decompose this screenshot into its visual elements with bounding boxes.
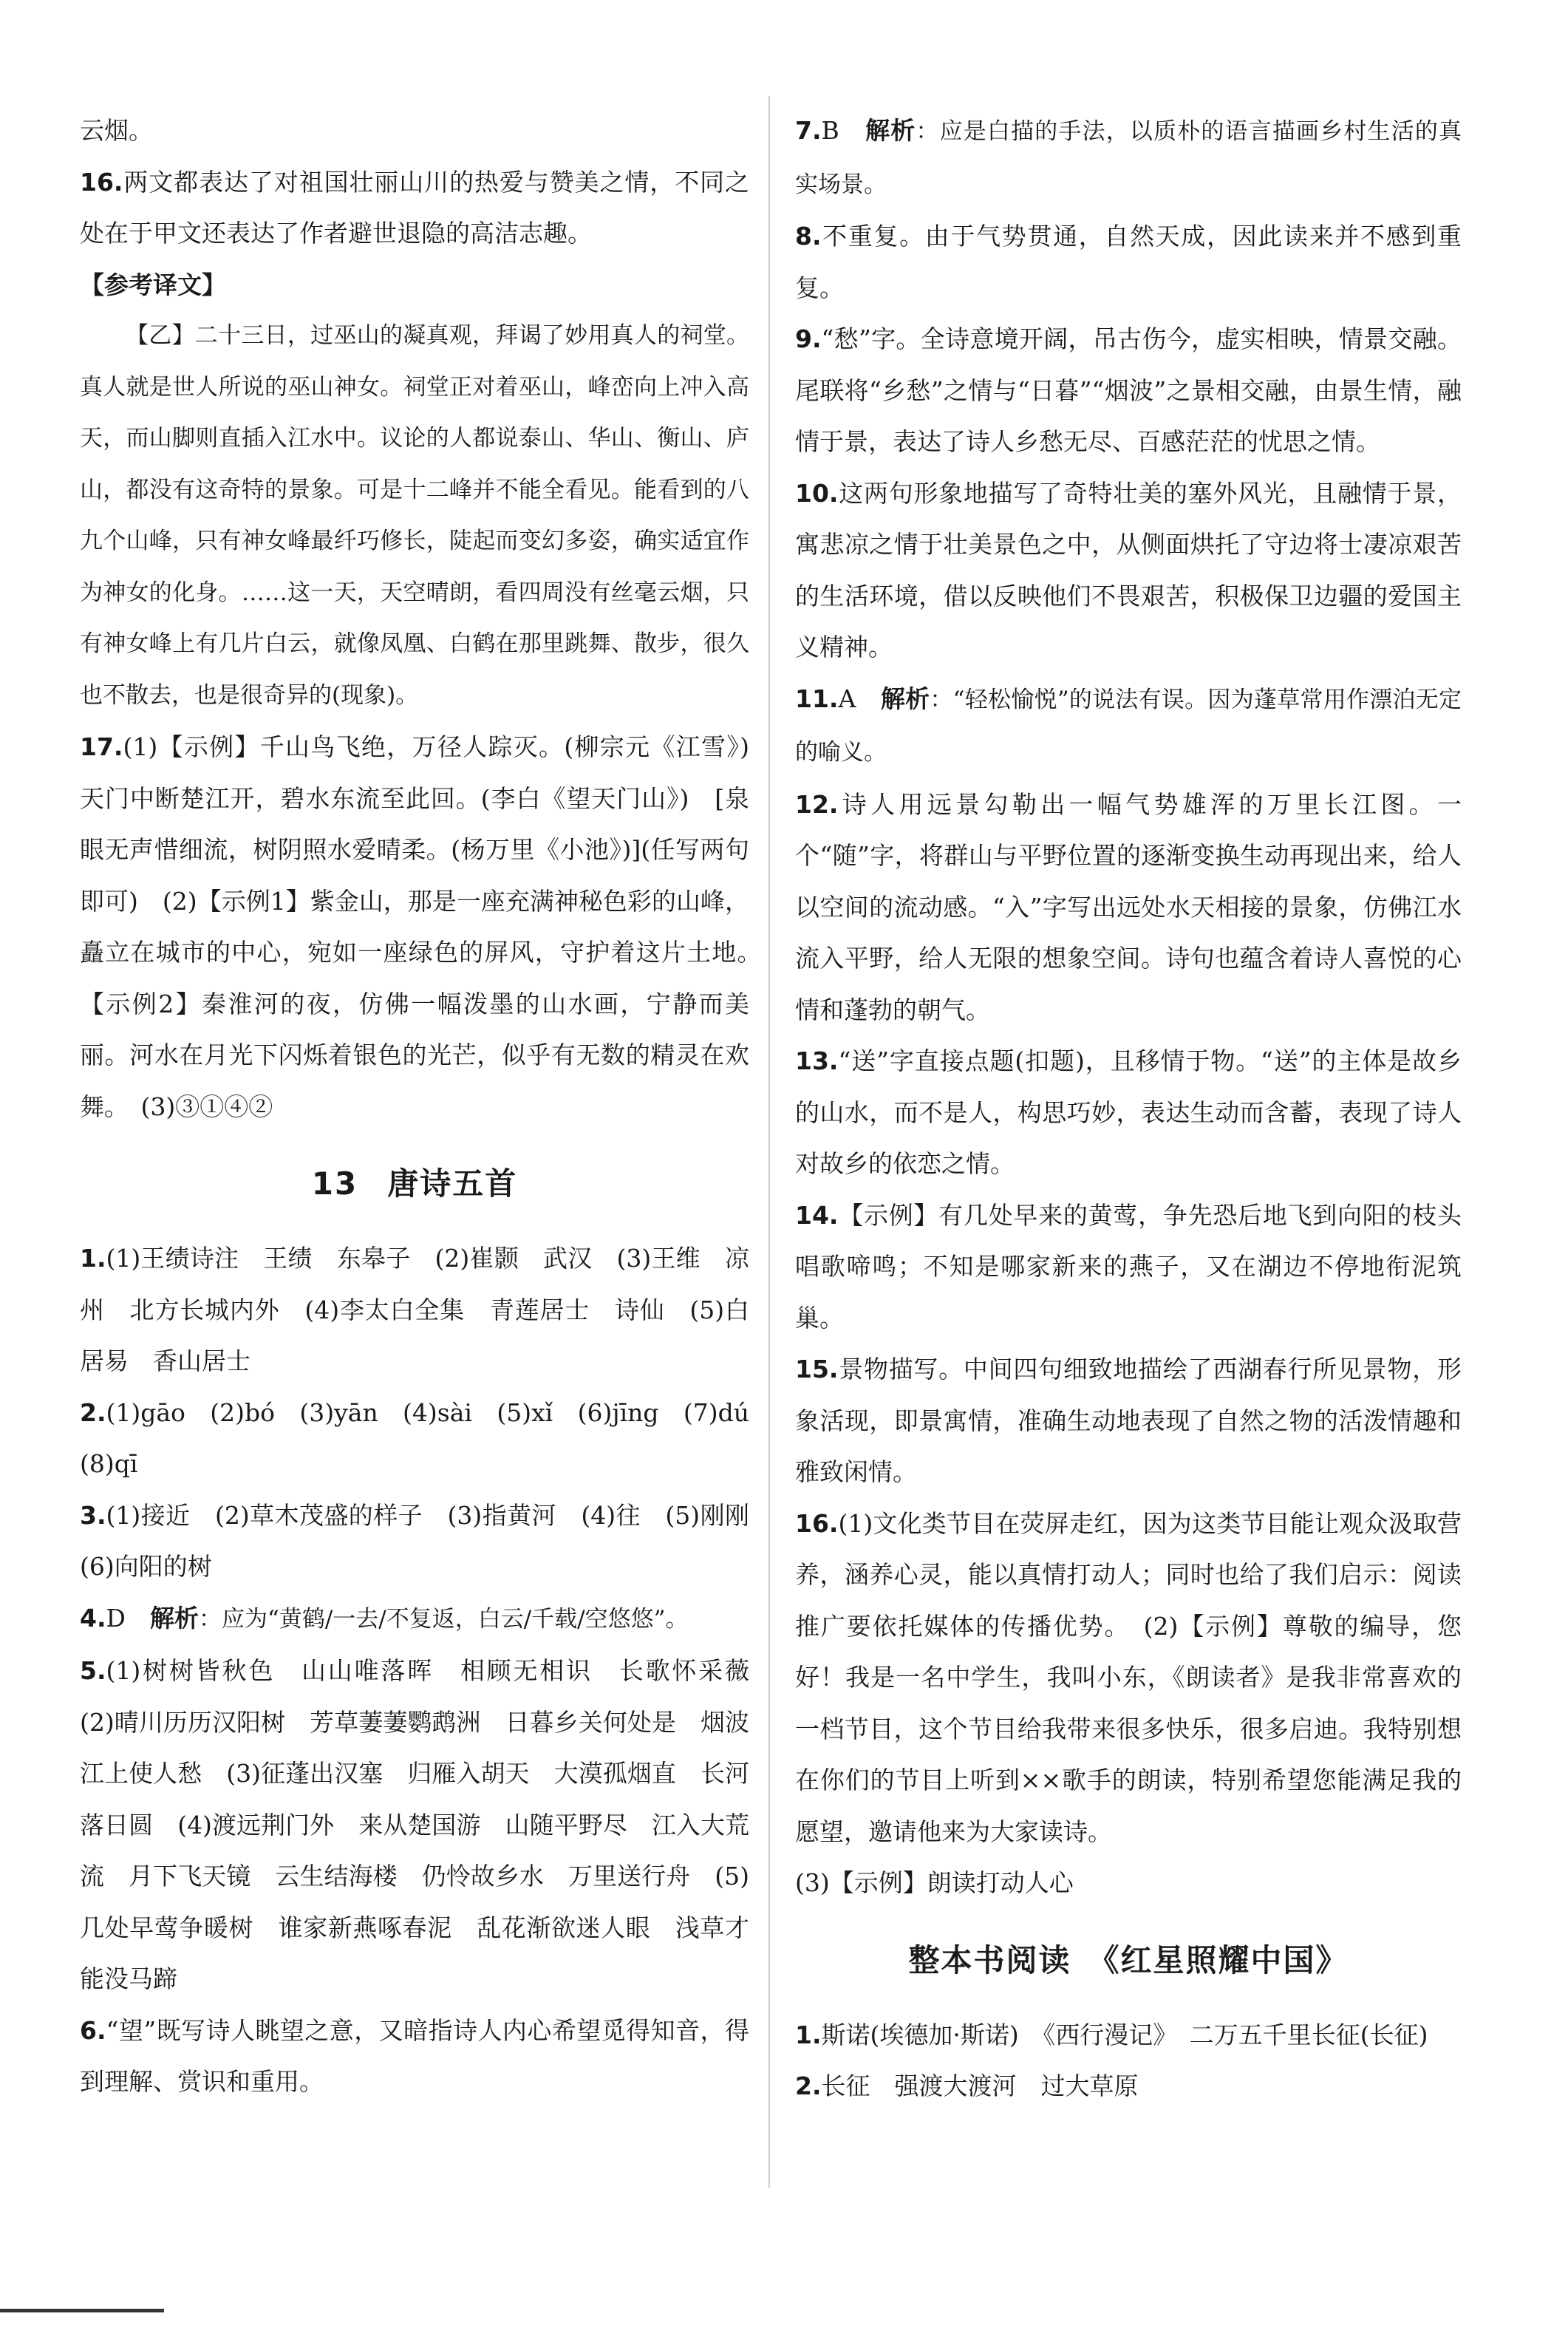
answer-14 [795, 1190, 1462, 1344]
section-number: 13 [311, 1165, 358, 1202]
answer-number: 12. [795, 789, 839, 819]
translation-text: 【乙】二十三日，过巫山的凝真观，拜谒了妙用真人的祠堂。真人就是世人所说的巫山神女。祠堂正对着巫山，峰峦向上冲入高天，而山脚则直插入江水中。议论的人都说泰山、华山、衡山、庐山，都没有这奇特的景象。可是十二峰并不能全看见。能看到的八九个山峰，只有神女峰最纤巧修长，陡起而变幻多姿，确实适宜作为神女的化身。……这一天，天空晴朗，看四周没有丝毫云烟，只有神女峰上有几片白云，就像凤凰、白鹤在那里跳舞、散步，很久也不散去，也是很奇异的(现象)。 [80, 322, 749, 709]
book-answer-1 [795, 2009, 1462, 2061]
answer-choice: B [821, 116, 839, 145]
answer-13 [795, 1035, 1462, 1190]
left-column [80, 105, 774, 2108]
answer-7 [795, 105, 1462, 211]
answer-11 [795, 673, 1462, 779]
answer-10 [795, 468, 1462, 673]
answer-number: 14. [795, 1200, 839, 1230]
answer-choice: D [106, 1603, 126, 1633]
book-answer-2 [795, 2060, 1462, 2112]
answer-text: ：应为“黄鹤/一去/不复返，白云/千载/空悠悠”。 [198, 1605, 689, 1633]
answer-text: (1)【示例】千山鸟飞绝，万径人踪灭。(柳宗元《江雪》) 天门中断楚江开，碧水东流至此回。(李白《望天门山》) [泉眼无声惜细流，树阴照水爱晴柔。(杨万里《小池》)](任写两句即可) (2)【示例1】紫金山，那是一座充满神秘色彩的山峰，矗立在城市的中心，宛如一座绿色的屏风，守护着这片土地。 【示例2】秦淮河的夜，仿佛一幅泼墨的山水画，宁静而美丽。河水在月光下闪烁着银色的光芒，似乎有无数的精灵在欢舞。 (3)③①④② [80, 732, 774, 1121]
answer-5 [80, 1645, 774, 2005]
section-heading: 整本书阅读 《红星照耀中国》 [908, 1941, 1349, 1978]
answer-number: 13. [795, 1046, 839, 1075]
answer-16-part-3: (3)【示例】朗读打动人心 [795, 1868, 1074, 1897]
answer-text: (1)树树皆秋色 山山唯落晖 相顾无相识 长歌怀采薇 (2)晴川历历汉阳树 芳草萋萋鹦鹉洲 日暮乡关何处是 烟波江上使人愁 (3)征蓬出汉塞 归雁入胡天 大漠孤烟直 长河落日圆 (4)渡远荆门外 来从楚国游 山随平野尽 江入大荒流 月下飞天镜 云生结海楼 仍怜故乡水 万里送行舟 (5)几处早莺争暖树 谁家新燕啄春泥 乱花渐欲迷人眼 浅草才能没马蹄 [80, 1656, 774, 1993]
answer-number: 4. [80, 1603, 106, 1633]
answer-text: ：“轻松愉悦”的说法有误。因为蓬草常用作漂泊无定的喻义。 [795, 686, 1462, 766]
answer-9 [795, 313, 1462, 468]
answer-6 [80, 2005, 749, 2108]
answer-2 [80, 1387, 774, 1490]
answer-number: 7. [795, 116, 822, 145]
answer-number: 3. [80, 1500, 106, 1530]
answer-17 [80, 721, 774, 1132]
answer-text: 斯诺(埃德加·斯诺) 《西行漫记》 二万五千里长征(长征) [821, 2020, 1428, 2049]
answer-15-tail: 云烟。 [80, 116, 153, 145]
answer-number: 2. [795, 2072, 822, 2100]
column-divider [768, 96, 770, 2188]
analysis-label: 解析 [880, 684, 930, 713]
answer-number: 9. [795, 324, 822, 353]
section-heading [80, 1157, 749, 1211]
translation-label: 【参考译文】 [80, 270, 226, 299]
answer-text: “愁”字。全诗意境开阔，吊古伤今，虚实相映，情景交融。尾联将“乡愁”之情与“日暮”“烟波”之景相交融，由景生情，融情于景，表达了诗人乡愁无尽、百感茫茫的忧思之情。 [795, 324, 1462, 456]
answer-text: 两文都表达了对祖国壮丽山川的热爱与赞美之情，不同之处在于甲文还表达了作者避世退隐的高洁志趣。 [80, 167, 749, 248]
answer-text: 诗人用远景勾勒出一幅气势雄浑的万里长江图。一个“随”字，将群山与平野位置的逐渐变换生动再现出来，给人以空间的流动感。“入”字写出远处水天相接的景象，仿佛江水流入平野，给人无限的想象空间。诗句也蕴含着诗人喜悦的心情和蓬勃的朝气。 [795, 789, 1462, 1024]
answer-choice: A [838, 684, 856, 713]
answer-text: “望”既写诗人眺望之意，又暗指诗人内心希望觅得知音，得到理解、赏识和重用。 [80, 2015, 749, 2096]
answer-4 [80, 1593, 749, 1646]
answer-number: 10. [795, 478, 839, 508]
answer-text: 景物描写。中间四句细致地描绘了西湖春行所见景物，形象活现，即景寓情，准确生动地表现了自然之物的活泼情趣和雅致闲情。 [795, 1355, 1462, 1486]
right-column [795, 105, 1462, 2112]
answer-text: (1)文化类节目在荧屏走红，因为这类节目能让观众汲取营养，涵养心灵，能以真情打动人；同时也给了我们启示：阅读推广要依托媒体的传播优势。 (2)【示例】尊敬的编导，您好！我是一名中学生，我叫小东，《朗读者》是我非常喜欢的一档节目，这个节目给我带来很多快乐，很多启迪。我特别想在你们的节目上听到××歌手的朗读，特别希望您能满足我的愿望，邀请他来为大家读诗。 [795, 1508, 1462, 1846]
answer-text: (1)接近 (2)草木茂盛的样子 (3)指黄河 (4)往 (5)刚刚 (6)向阳的树 [80, 1500, 774, 1581]
answer-15 [795, 1344, 1462, 1498]
footer-rule [0, 2309, 164, 2312]
answer-text: 【示例】有几处早来的黄莺，争先恐后地飞到向阳的枝头唱歌啼鸣；不知是哪家新来的燕子，又在湖边不停地衔泥筑巢。 [795, 1200, 1462, 1332]
answer-text: 长征 强渡大渡河 过大草原 [821, 2072, 1139, 2100]
answer-16 [795, 1498, 1462, 1858]
answer-text: (1)王绩诗注 王绩 东皋子 (2)崔颢 武汉 (3)王维 凉州 北方长城内外 (4)李太白全集 青莲居士 诗仙 (5)白居易 香山居士 [80, 1244, 749, 1375]
answer-16 [80, 157, 749, 259]
section-title: 唐诗五首 [387, 1165, 518, 1202]
answer-number: 16. [80, 167, 123, 197]
answer-number: 11. [795, 684, 839, 713]
answer-number: 16. [795, 1508, 839, 1538]
answer-number: 6. [80, 2015, 106, 2045]
answer-number: 15. [795, 1355, 839, 1383]
answer-text: ：应是白描的手法，以质朴的语言描画乡村生活的真实场景。 [795, 118, 1462, 198]
answer-text: 这两句形象地描写了奇特壮美的塞外风光，且融情于景，寓悲凉之情于壮美景色之中，从侧面烘托了守边将士凄凉艰苦的生活环境，借以反映他们不畏艰苦，积极保卫边疆的爱国主义精神。 [795, 478, 1462, 661]
answer-text: “送”字直接点题(扣题)，且移情于物。“送”的主体是故乡的山水，而不是人，构思巧妙，表达生动而含蓄，表现了诗人对故乡的依恋之情。 [795, 1046, 1462, 1178]
answer-3 [80, 1490, 774, 1593]
answer-text: (1)gāo (2)bó (3)yān (4)sài (5)xǐ (6)jīng (7)dú (8)qī [80, 1398, 774, 1478]
answer-text: 不重复。由于气势贯通，自然天成，因此读来并不感到重复。 [795, 222, 1462, 302]
answer-12 [795, 779, 1462, 1036]
answer-number: 1. [80, 1244, 106, 1273]
analysis-label: 解析 [149, 1603, 199, 1633]
answer-number: 17. [80, 732, 123, 761]
answer-number: 5. [80, 1656, 106, 1685]
answer-number: 2. [80, 1398, 106, 1427]
analysis-label: 解析 [865, 116, 916, 145]
answer-number: 8. [795, 222, 822, 251]
answer-number: 1. [795, 2020, 822, 2049]
answer-8 [795, 211, 1462, 313]
answer-1 [80, 1233, 749, 1387]
